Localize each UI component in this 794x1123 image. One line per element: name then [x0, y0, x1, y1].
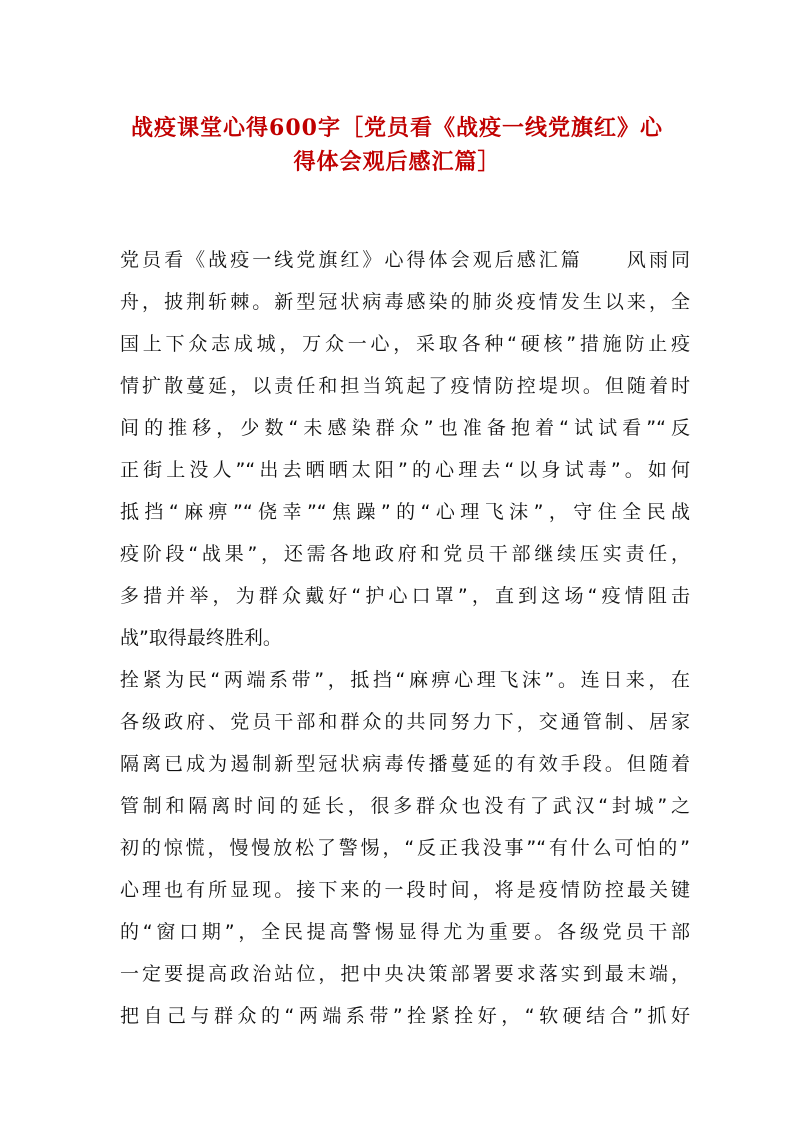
- body-text-line: 党员看《战疫一线党旗红》心得体会观后感汇篇 风雨同: [120, 249, 690, 271]
- body-text-line: 疫阶段“战果”，还需各地政府和党员干部继续压实责任，: [120, 543, 690, 565]
- body-text-line: 拴紧为民“两端系带”，抵挡“麻痹心理飞沫”。连日来，在: [120, 669, 690, 691]
- body-text-line: 抵挡“麻痹”“侥幸”“焦躁”的“心理飞沫”，守住全民战: [120, 501, 690, 523]
- body-text-line: 隔离已成为遏制新型冠状病毒传播蔓延的有效手段。但随着: [120, 753, 690, 775]
- body-text-line: 多措并举，为群众戴好“护心口罩”，直到这场“疫情阻击: [120, 585, 690, 607]
- body-text-line: 初的惊慌，慢慢放松了警惕，“反正我没事”“有什么可怕的”: [120, 837, 690, 859]
- document-title-line-2: 得体会观后感汇篇］: [293, 149, 501, 175]
- body-text-line: 各级政府、党员干部和群众的共同努力下，交通管制、居家: [120, 711, 690, 733]
- body-text-line: 情扩散蔓延，以责任和担当筑起了疫情防控堤坝。但随着时: [120, 375, 690, 397]
- body-text-line: 管制和隔离时间的延长，很多群众也没有了武汉“封城”之: [120, 795, 690, 817]
- body-text-line: 把自己与群众的“两端系带”拴紧拴好，“软硬结合”抓好: [120, 1005, 690, 1027]
- document-title-line-1: 战疫课堂心得600字［党员看《战疫一线党旗红》心: [131, 115, 663, 141]
- body-text-line: 正街上没人”“出去晒晒太阳”的心理去“以身试毒”。如何: [120, 459, 690, 481]
- body-text-line: 的“窗口期”，全民提高警惕显得尤为重要。各级党员干部: [120, 921, 690, 943]
- body-text-line: 舟，披荆斩棘。新型冠状病毒感染的肺炎疫情发生以来，全: [120, 291, 690, 313]
- body-text-line: 一定要提高政治站位，把中央决策部署要求落实到最末端，: [120, 963, 690, 985]
- body-text-line: 战”取得最终胜利。: [120, 627, 282, 649]
- body-text-line: 国上下众志成城，万众一心，采取各种“硬核”措施防止疫: [120, 333, 690, 355]
- body-text-line: 心理也有所显现。接下来的一段时间，将是疫情防控最关键: [120, 879, 690, 901]
- body-text-line: 间的推移，少数“未感染群众”也准备抱着“试试看”“反: [120, 417, 690, 439]
